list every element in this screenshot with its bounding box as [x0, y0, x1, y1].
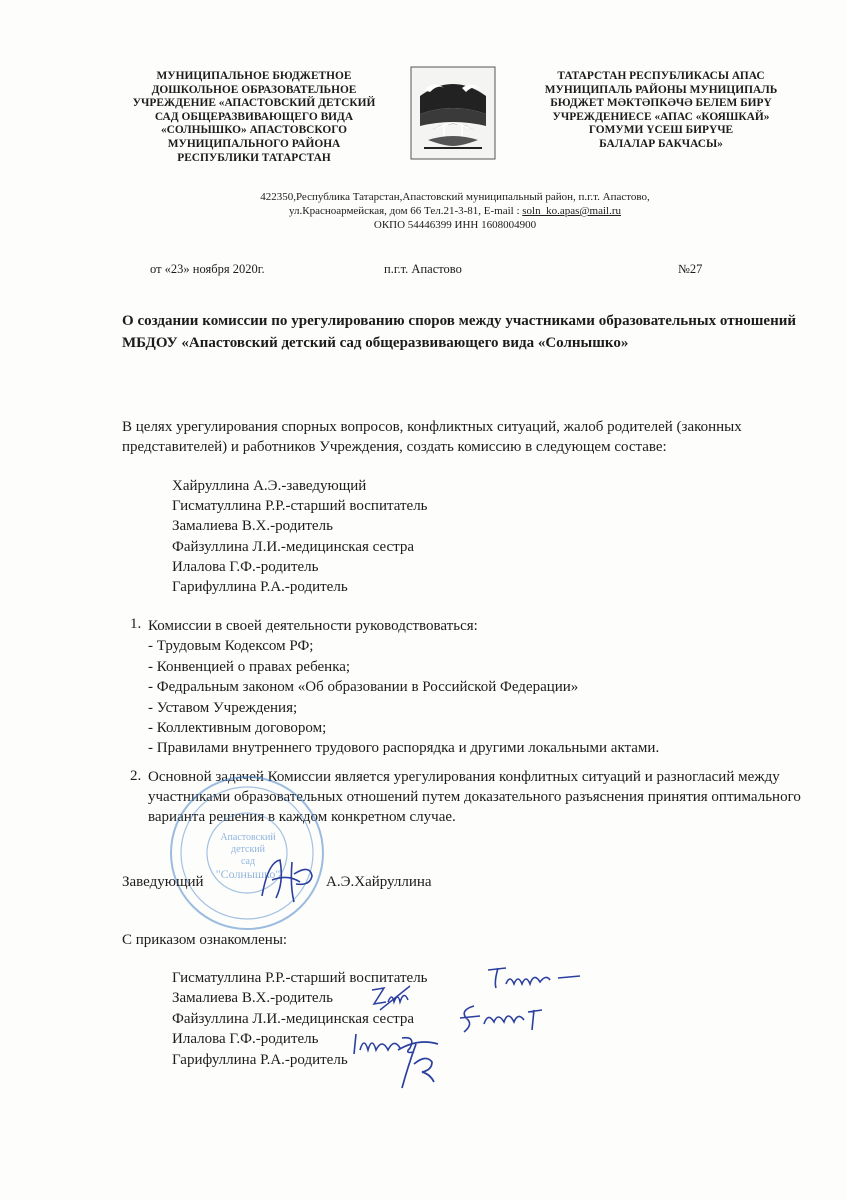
email-link[interactable]: soln_ko.apas@mail.ru: [522, 205, 621, 217]
acknowledged-item: Гарифуллина Р.А.-родитель: [172, 1051, 348, 1068]
head-signature-icon: [254, 852, 318, 906]
header-left-line: ДОШКОЛЬНОЕ ОБРАЗОВАТЕЛЬНОЕ: [151, 83, 357, 96]
header-right-org-name: [534, 70, 788, 152]
signature-2-icon: [368, 982, 412, 1014]
header-right-line: БЮДЖЕТ МӘКТӘПКӘЧӘ БЕЛЕМ БИРҮ: [550, 97, 772, 110]
member-item: Замалиева В.Х.-родитель: [172, 518, 333, 535]
signature-1-icon: [484, 960, 584, 992]
member-item: Хайруллина А.Э.-заведующий: [172, 478, 367, 494]
order-place: п.г.т. Апастово: [384, 262, 462, 276]
acknowledged-item: Илалова Г.Ф.-родитель: [172, 1031, 319, 1048]
member-item: Гарифуллина Р.А.-родитель: [172, 579, 348, 596]
order-date: от «23» ноября 2020г.: [150, 262, 265, 276]
guidance-item: - Конвенцией о правах ребенка;: [148, 658, 351, 675]
stamp-line: Апастовский: [220, 832, 276, 843]
contact-details: [190, 190, 720, 232]
item-1-lead: Комиссии в своей деятельности руководствоваться:: [148, 618, 478, 634]
stamp-line: детский: [230, 844, 266, 855]
district-emblem-icon: [410, 66, 496, 160]
order-title: О создании комиссии по урегулированию споров между участниками образовательных отношений МБДОУ «Апастовский детский сад общеразвивающего вида «Солнышко»: [122, 313, 796, 351]
header-right-line: БАЛАЛАР БАКЧАСЫ»: [599, 137, 723, 150]
signature-3-icon: [456, 1000, 546, 1036]
header-left-line: МУНИЦИПАЛЬНОГО РАЙОНА: [167, 137, 341, 150]
header-right-line: УЧРЕЖДЕНИЕСЕ «АПАС «КОЯШКАЙ»: [552, 110, 770, 123]
member-item: Илалова Г.Ф.-родитель: [172, 558, 319, 575]
guidance-item: - Уставом Учреждения;: [148, 699, 298, 716]
commission-members-list: [172, 476, 428, 597]
header-right-line: ГОМУМИ ҮСЕШ БИРҮЧЕ: [588, 124, 734, 137]
head-role: Заведующий: [122, 874, 204, 890]
header-left-line: САД ОБЩЕРАЗВИВАЮЩЕГО ВИДА: [154, 110, 354, 123]
item-2-text: Основной задачей Комиссии является урегулирования конфлитных ситуаций и разногласий между участниками образовательных отношений путем доказательного разъяснения принятия оптимального варианта решения в каждом конкретном случае.: [148, 769, 801, 825]
guidance-item: - Правилами внутреннего трудового распорядка и другими локальными актами.: [148, 740, 660, 757]
signature-5-icon: [392, 1034, 446, 1092]
intro-paragraph: В целях урегулирования спорных вопросов, конфликтных ситуаций, жалоб родителей (законных представителей) и работников Учреждения, создать комиссию в следующем составе:: [122, 419, 742, 455]
header-left-line: МУНИЦИПАЛЬНОЕ БЮДЖЕТНОЕ: [156, 70, 352, 82]
header-right-line: ТАТАРСТАН РЕСПУБЛИКАСЫ АПАС: [557, 70, 765, 82]
header-right-line: МУНИЦИПАЛЬ РАЙОНЫ МУНИЦИПАЛЬ: [544, 83, 778, 96]
acknowledgement-title: С приказом ознакомлены:: [122, 932, 288, 948]
header-left-line: РЕСПУБЛИКИ ТАТАРСТАН: [177, 151, 331, 164]
order-number: №27: [678, 262, 703, 276]
member-item: Файзуллина Л.И.-медицинская сестра: [172, 538, 415, 555]
header-left-org-name: [108, 70, 400, 165]
guidance-item: - Федральным законом «Об образовании в Российской Федерации»: [148, 679, 579, 696]
phone-email-line: [190, 204, 720, 218]
registry-codes-line: ОКПО 54446399 ИНН 1608004900: [373, 219, 537, 231]
guidance-item: - Коллективным договором;: [148, 720, 327, 737]
acknowledged-item: Гисматуллина Р.Р.-старший воспитатель: [172, 970, 428, 986]
acknowledged-item: Замалиева В.Х.-родитель: [172, 990, 333, 1007]
head-name: А.Э.Хайруллина: [326, 874, 432, 890]
stamp-line: сад: [240, 856, 256, 867]
item-1-guidance-list: [148, 616, 659, 759]
header-left-line: УЧРЕЖДЕНИЕ «АПАСТОВСКИЙ ДЕТСКИЙ: [132, 97, 376, 110]
guidance-item: - Трудовым Кодексом РФ;: [148, 638, 314, 655]
acknowledged-item: Файзуллина Л.И.-медицинская сестра: [172, 1010, 415, 1027]
header-left-line: «СОЛНЫШКО» АПАСТОВСКОГО: [160, 124, 348, 137]
item-2-number: 2.: [130, 768, 142, 784]
item-1-number: 1.: [130, 616, 142, 632]
address-line: 422350,Республика Татарстан,Апастовский муниципальный район, п.г.т. Апастово,: [260, 191, 650, 203]
stamp-line: "Солнышко": [215, 867, 281, 881]
member-item: Гисматуллина Р.Р.-старший воспитатель: [172, 498, 428, 515]
phone-text: ул.Красноармейская, дом 66 Тел.21-3-81, E-mail :: [288, 205, 523, 217]
